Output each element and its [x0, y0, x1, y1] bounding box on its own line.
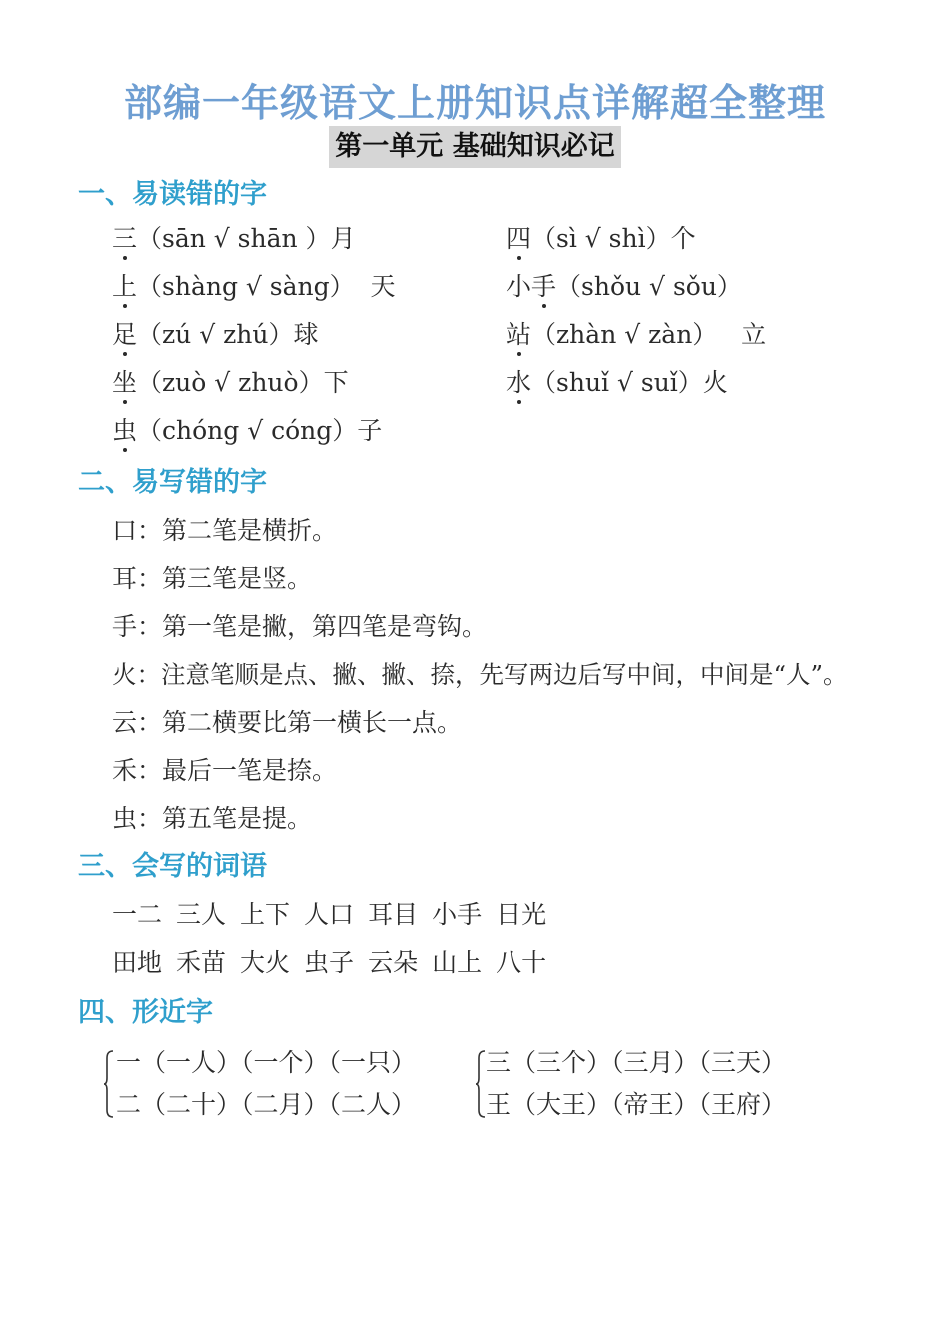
word-item: 虫子: [304, 948, 355, 977]
dotted-char: 手: [531, 270, 556, 304]
dotted-char: 水: [506, 366, 531, 400]
word-tail: 子: [357, 416, 383, 445]
misread-col2: [506, 366, 728, 400]
brace-left: [104, 1050, 114, 1118]
word-item: 大火: [240, 948, 291, 977]
word-item: 山上: [432, 948, 483, 977]
stroke-note: 火：注意笔顺是点、撇、撇、捺，先写两边后写中间，中间是“人”。: [112, 660, 848, 689]
word-item: 日光: [496, 900, 547, 929]
dotted-char: 上: [112, 270, 137, 304]
dotted-char: 三: [112, 222, 137, 256]
pinyin: （zuò √ zhuò）: [137, 368, 324, 397]
word-tail: 月: [330, 224, 356, 253]
unit-title-wrap: [0, 126, 950, 168]
word-tail: 立: [741, 320, 767, 349]
word-row-1: [112, 898, 560, 932]
similar-group-a-bottom: 二（二十）（二月）（二人）: [116, 1090, 417, 1119]
word-item: 三人: [176, 900, 227, 929]
word-tail: 个: [670, 224, 696, 253]
word-item: 田地: [112, 948, 163, 977]
pinyin: （shàng √ sàng）: [137, 272, 355, 301]
pinyin: （sì √ shì）: [531, 224, 671, 253]
misread-col2: [506, 270, 742, 304]
misread-row-4: [112, 366, 728, 400]
word-item: 云朵: [368, 948, 419, 977]
section-heading-misread: 一、易读错的字: [78, 179, 267, 210]
word-tail: 球: [293, 320, 319, 349]
pinyin: （sān √ shān ）: [137, 224, 331, 253]
stroke-note: 禾：最后一笔是捺。: [112, 756, 338, 785]
stroke-note: 虫：第五笔是提。: [112, 804, 313, 833]
word-item: 人口: [304, 900, 355, 929]
stroke-note: 耳：第三笔是竖。: [112, 564, 313, 593]
pinyin: （chóng √ cóng）: [137, 416, 358, 445]
brace-right: [476, 1050, 486, 1118]
stroke-note: 云：第二横要比第一横长一点。: [112, 708, 463, 737]
stroke-note: 手：第一笔是撇，第四笔是弯钩。: [112, 612, 488, 641]
word-row-2: [112, 946, 560, 980]
dotted-char: 站: [506, 318, 531, 352]
section-heading-similar: 四、形近字: [78, 997, 213, 1028]
word-item: 禾苗: [176, 948, 227, 977]
word-item: 上下: [240, 900, 291, 929]
pinyin: （zhàn √ zàn）: [531, 320, 718, 349]
word-pre: 小: [506, 272, 532, 301]
word-item: 八十: [496, 948, 547, 977]
section-heading-miswritten: 二、易写错的字: [78, 467, 267, 498]
misread-row-5: [112, 414, 382, 448]
word-tail: 火: [702, 368, 728, 397]
pinyin: （zú √ zhú）: [137, 320, 294, 349]
dotted-char: 坐: [112, 366, 137, 400]
pinyin: （shuǐ √ suǐ）: [531, 368, 703, 397]
word-item: 小手: [432, 900, 483, 929]
word-tail: 下: [323, 368, 349, 397]
misread-row-1: [112, 222, 696, 256]
similar-group-b-bottom: 王（大王）（帝王）（王府）: [486, 1090, 787, 1119]
word-item: 一二: [112, 900, 163, 929]
misread-col2: [506, 318, 766, 352]
misread-row-3: [112, 318, 767, 352]
word-item: 耳目: [368, 900, 419, 929]
dotted-char: 四: [506, 222, 531, 256]
stroke-note: 口：第二笔是横折。: [112, 516, 338, 545]
dotted-char: 足: [112, 318, 137, 352]
similar-group-b-top: 三（三个）（三月）（三天）: [486, 1048, 787, 1077]
section-heading-words: 三、会写的词语: [78, 851, 267, 882]
misread-row-2: [112, 270, 742, 304]
similar-group-a-top: 一（一人）（一个）（一只）: [116, 1048, 417, 1077]
misread-col2: [506, 222, 696, 256]
page-title: 部编一年级语文上册知识点详解超全整理: [123, 81, 826, 125]
unit-title: 第一单元 基础知识必记: [329, 126, 620, 168]
dotted-char: 虫: [112, 414, 137, 448]
pinyin: （shǒu √ sǒu）: [556, 272, 742, 301]
word-tail: 天: [370, 272, 396, 301]
